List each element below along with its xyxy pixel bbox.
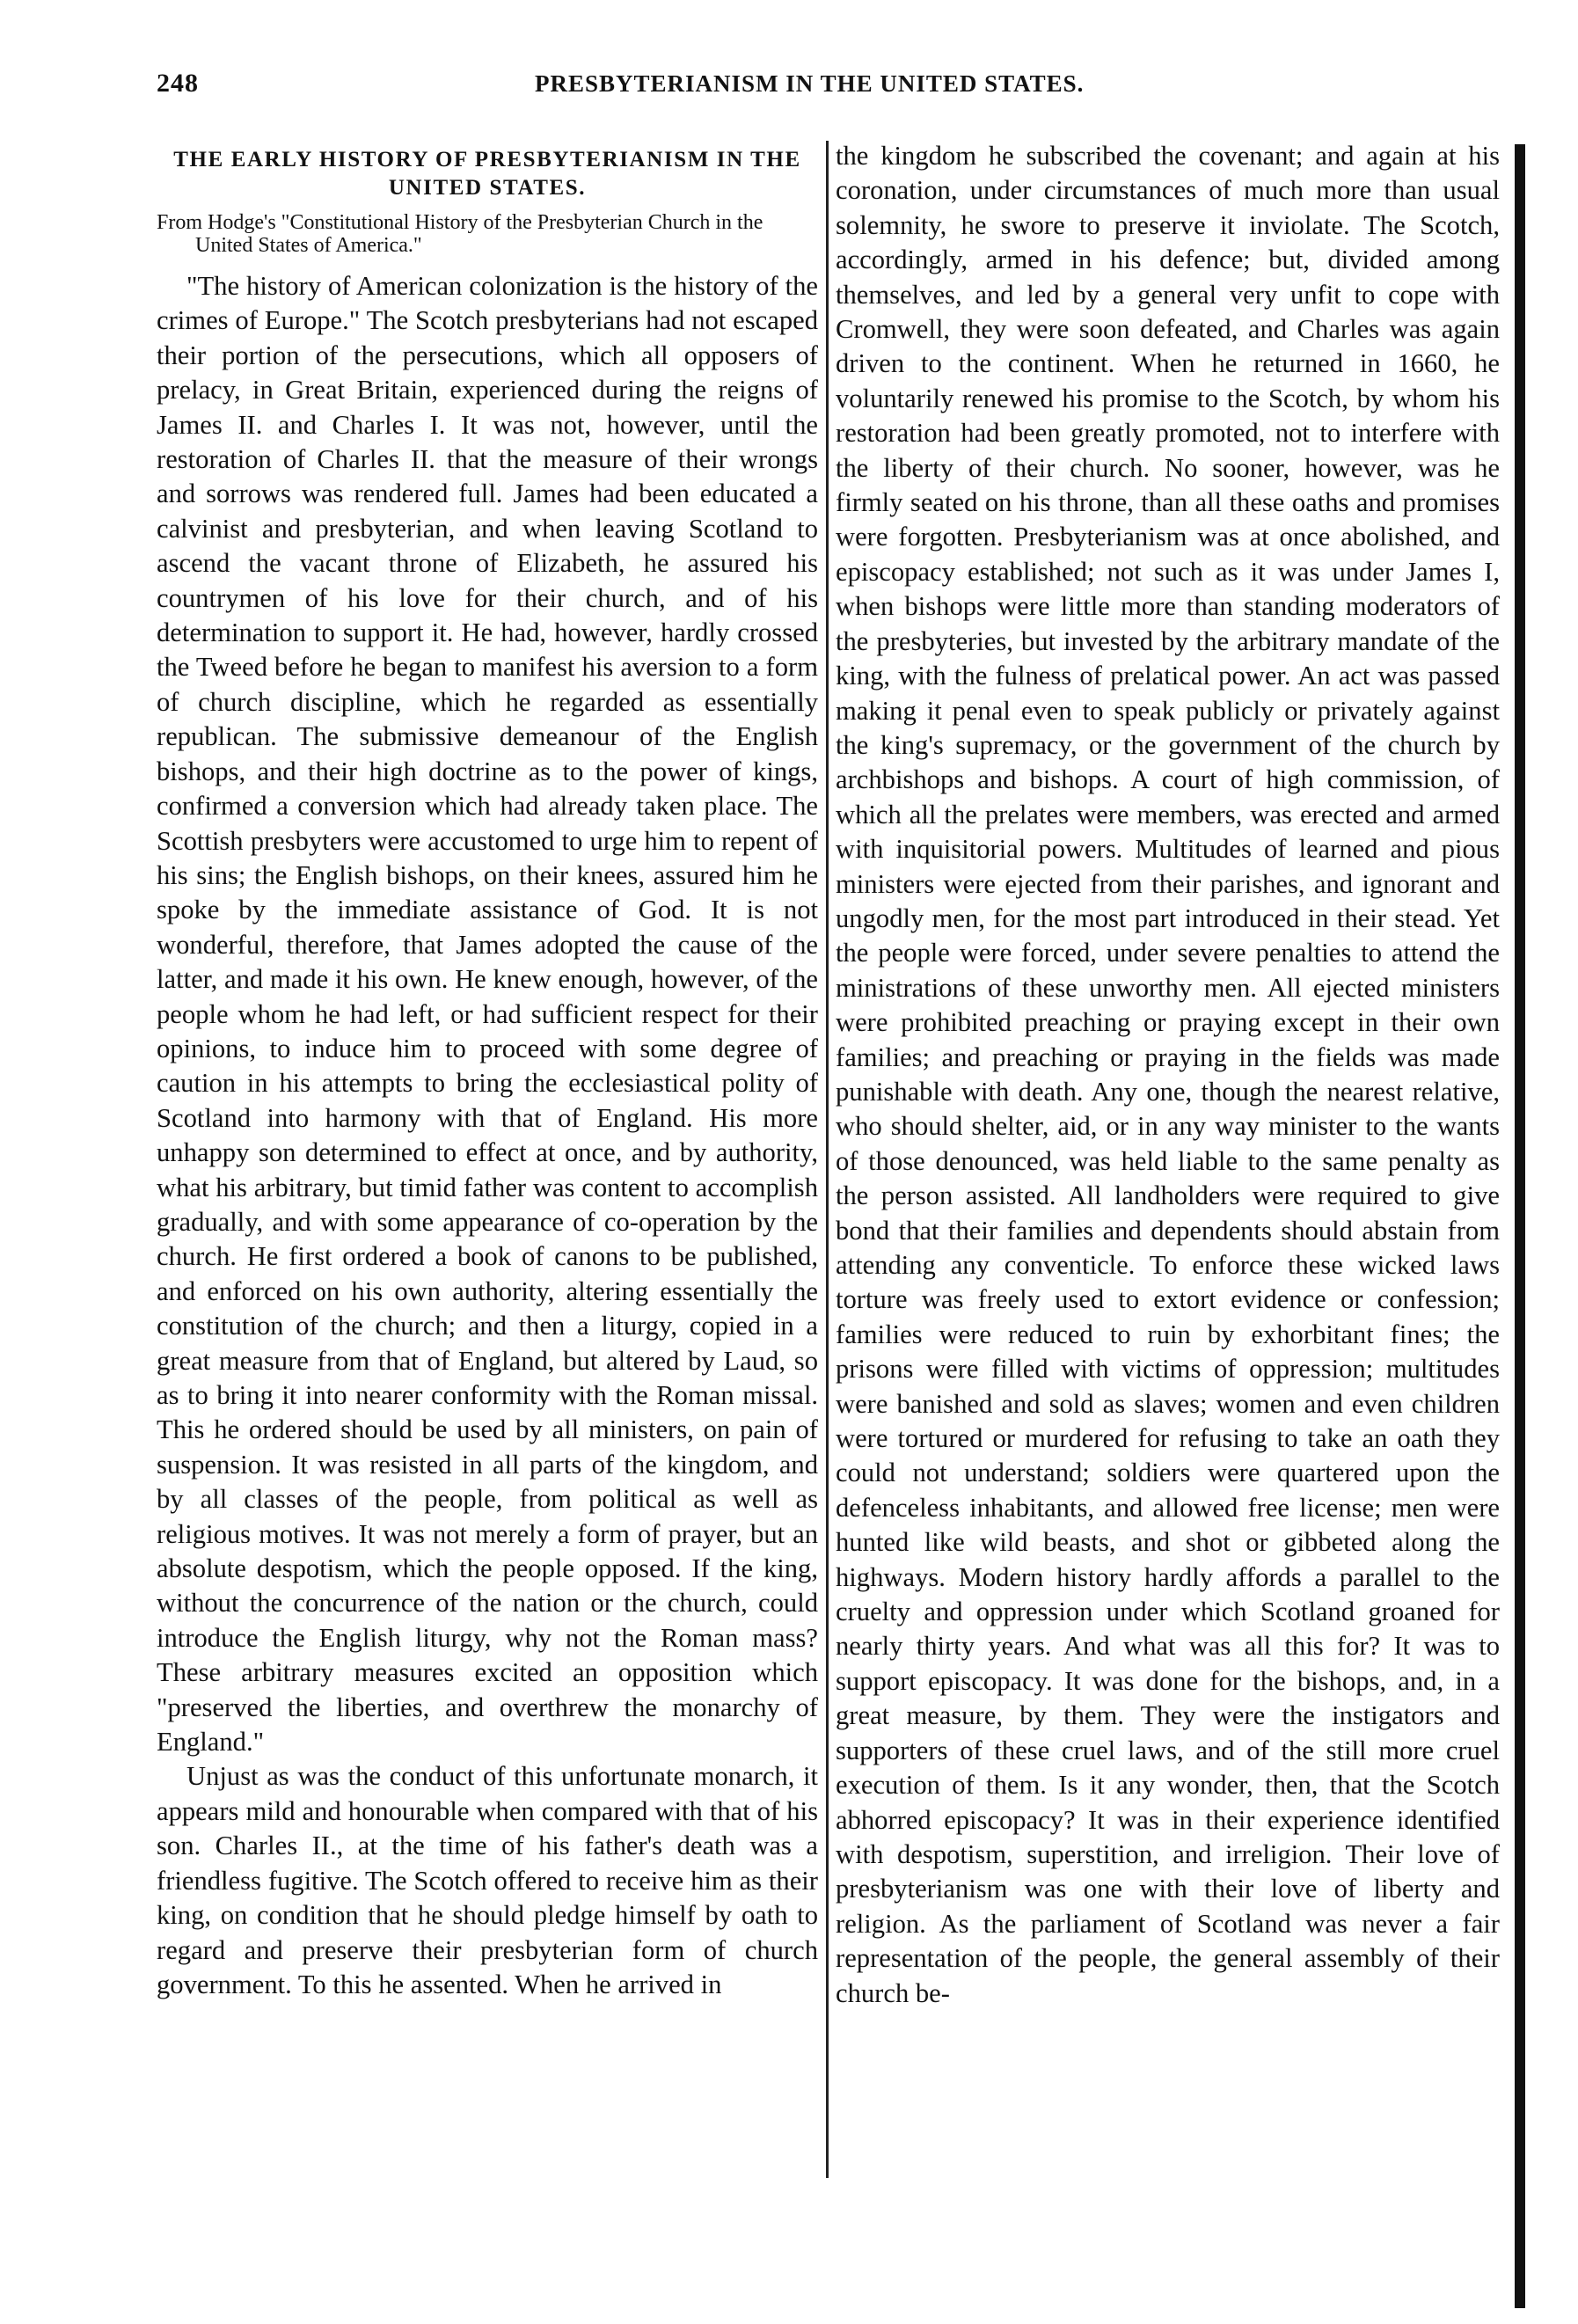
left-column <box>157 139 818 2215</box>
running-title: PRESBYTERIANISM IN THE UNITED STATES. <box>535 70 1085 97</box>
source-note: From Hodge's "Constitutional History of the Presbyterian Church in the United States of America." <box>157 211 763 257</box>
paragraph-2-continued: the kingdom he subscribed the covenant; and again at his coronation, under circumstances of much more than usual solemnity, he swore to preserve it inviolate. The Scotch, accordingly, armed in his defence; but, divided among themselves, and led by a general very unfit to cope with Cromwell, they were soon defeated, and Charles was again driven to the continent. When he returned in 1660, he voluntarily renewed his promise to the Scotch, by whom his restoration had been greatly promoted, not to interfere with the liberty of their church. No sooner, however, was he firmly seated on his throne, than all these oaths and promises were forgotten. Presbyterianism was at once abolished, and episcopacy established; not such as it was under James I, when bishops were little more than standing moderators of the presbyteries, but invested by the arbitrary mandate of the king, with the fulness of prelatical power. An act was passed making it penal even to speak publicly or privately against the king's supremacy, or the government of the church by archbishops and bishops. A court of high commission, of which all the prelates were members, was erected and armed with inquisitorial powers. Multitudes of learned and pious ministers were ejected from their parishes, and ignorant and ungodly men, for the most part introduced in their stead. Yet the people were forced, under severe penalties to attend the ministrations of these unworthy men. All ejected ministers were prohibited preaching or praying except in their own families; and preaching or praying in the fields was made punishable with death. Any one, though the nearest relative, who should shelter, aid, or in any way minister to the wants of those denounced, was held liable to the same penalty as the person assisted. All landholders were required to give bond that their families and dependents should abstain from attending any conventicle. To enforce these wicked laws torture was freely used to extort evidence or confession; families were reduced to ruin by exhorbitant fines; the prisons were filled with victims of oppression; multitudes were banished and sold as slaves; women and even children were tortured or murdered for refusing to take an oath they could not understand; soldiers were quartered upon the defenceless inhabitants, and allowed free license; men were hunted like wild beasts, and shot or gibbeted along the highways. Modern history hardly affords a parallel to the cruelty and oppression under which Scotland groaned for nearly thirty years. And what was all this for? It was to support episcopacy. It was done for the bishops, and, in a great measure, by them. They were the instigators and supporters of these cruel laws, and of the still more cruel execution of them. Is it any wonder, then, that the Scotch abhorred episcopacy? It was in their experience identified with despotism, superstition, and irreligion. Their love of presbyterianism was one with their love of liberty and religion. As the parliament of Scotland was never a fair representation of the people, the general assembly of their church be- <box>836 141 1500 2008</box>
paragraph-1: "The history of American colonization is the history of the crimes of Europe." The Scotch presbyterians had not escaped their portion of the persecutions, which all opposers of prelacy, in Great Britain, experienced during the reigns of James II. and Charles I. It was not, however, until the restoration of Charles II. that the measure of their wrongs and sorrows was rendered full. James had been educated a calvinist and presbyterian, and when leaving Scotland to ascend the vacant throne of Elizabeth, he assured his countrymen of his love for their church, and of his determination to support it. He had, however, hardly crossed the Tweed before he began to manifest his aversion to a form of church discipline, which he regarded as essentially republican. The submissive demeanour of the English bishops, and their high doctrine as to the power of kings, confirmed a conversion which had already taken place. The Scottish presbyters were accustomed to urge him to repent of his sins; the English bishops, on their knees, assured him he spoke by the immediate assistance of God. It is not wonderful, therefore, that James adopted the cause of the latter, and made it his own. He knew enough, however, of the people whom he had left, or had sufficient respect for their opinions, to induce him to proceed with some degree of caution in his attempts to bring the ecclesiastical polity of Scotland into harmony with that of England. His more unhappy son determined to effect at once, and by authority, what his arbitrary, but timid father was content to accomplish gradually, and with some appearance of co-operation by the church. He first ordered a book of canons to be published, and enforced on his own authority, altering essentially the constitution of the church; and then a liturgy, copied in a great measure from that of England, but altered by Laud, so as to bring it into nearer conformity with the Roman missal. This he ordered should be used by all ministers, on pain of suspension. It was resisted in all parts of the kingdom, and by all classes of the people, from political as well as religious motives. It was not merely a form of prayer, but an absolute despotism, which the people opposed. If the king, without the concurrence of the nation or the church, could introduce the English liturgy, why not the Roman mass? These arbitrary measures excited an opposition which "preserved the liberties, and overthrew the monarchy of England." <box>157 271 818 1758</box>
page-edge-shadow <box>1515 144 1525 2308</box>
paragraph-2: Unjust as was the conduct of this unfortunate monarch, it appears mild and honourable when compared with that of his son. Charles II., at the time of his father's death was a friendless fugitive. The Scotch offered to receive him as their king, on condition that he should pledge himself by oath to regard and preserve their presbyterian form of church government. To this he assented. When he arrived in <box>157 1761 818 1999</box>
right-column <box>836 139 1500 2215</box>
running-head <box>157 69 1511 121</box>
page-number: 248 <box>157 69 199 98</box>
column-divider <box>826 141 829 2178</box>
article-title: THE EARLY HISTORY OF PRESBYTERIANISM IN THE UNITED STATES. <box>173 148 801 200</box>
